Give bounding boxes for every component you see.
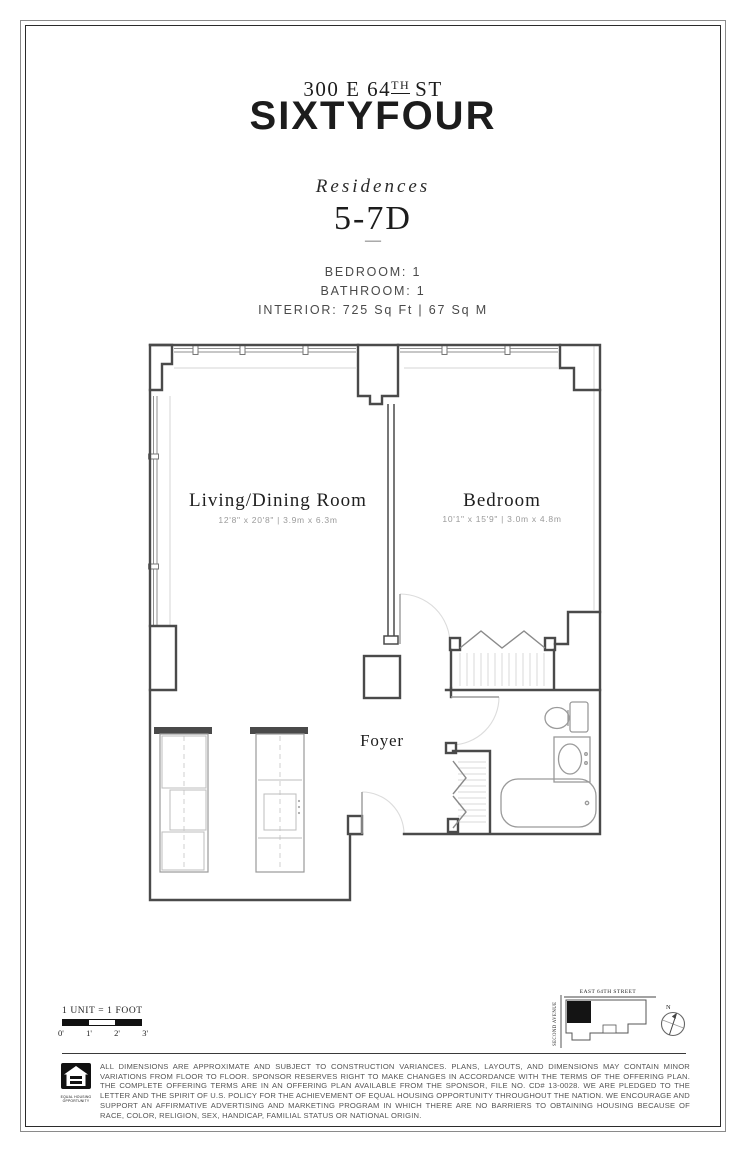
plan-light-lines — [170, 346, 594, 871]
scale-bar — [58, 1006, 182, 1038]
scale-rule — [62, 1019, 142, 1026]
bedroom-dims: 10'1" x 15'9" | 3.0m x 4.8m — [442, 514, 562, 524]
residences-label: Residences — [315, 176, 431, 197]
stove-knobs — [298, 800, 300, 814]
bedroom-count: BEDROOM: 1 — [324, 265, 422, 279]
scale-tick-3: 3' — [142, 1028, 148, 1038]
bathtub — [501, 779, 596, 827]
address-ordinal: TH — [391, 78, 411, 92]
plan-walls — [150, 345, 600, 900]
living-room-label: Living/Dining Room — [189, 490, 367, 511]
bathroom-count: BATHROOM: 1 — [320, 284, 426, 298]
unit-location-marker — [567, 1001, 591, 1023]
window-glazing — [154, 349, 562, 626]
footer-divider-line — [62, 1053, 686, 1054]
scale-label: 1 UNIT = 1 FOOT — [62, 1006, 143, 1016]
sink-vanity — [554, 737, 590, 782]
divider-dash: — — [365, 232, 381, 249]
address-number: 300 E 64 — [303, 77, 392, 101]
living-room-dims: 12'8" x 20'8" | 3.9m x 6.3m — [218, 515, 338, 525]
compass-north-label: N — [666, 1004, 671, 1011]
unit-number: 5-7D — [334, 200, 412, 237]
building-name: SIXTYFOUR — [249, 94, 497, 138]
site-keyplan — [548, 984, 660, 1061]
legal-disclaimer: ALL DIMENSIONS ARE APPROXIMATE AND SUBJECT TO CONSTRUCTION VARIANCES. PLANS, LAYOUTS, AND DIMENSIONS MAY CONTAIN MINOR VARIATIONS FROM FLOOR TO FLOOR. SPONSOR RESERVES RIGHT TO MAKE CHANGES IN ACCORDANCE WITH THE TERMS OF THE OFFERING PLAN. THE COMPLETE OFFERING TERMS ARE IN AN OFFERING PLAN AVAILABLE FROM THE SPONSOR, FILE NO. CD# 13-0028. WE ARE PLEDGED TO THE LETTER AND THE SPIRIT OF U.S. POLICY FOR THE ACHIEVEMENT OF EQUAL HOUSING OPPORTUNITY THROUGHOUT THE NATION. WE ENCOURAGE AND SUPPORT AN AFFIRMATIVE ADVERTISING AND MARKETING PROGRAM IN WHICH THERE ARE NO BARRIERS TO OBTAINING HOUSING BECAUSE OF RACE, COLOR, RELIGION, SEX, HANDICAP, FAMILIAL STATUS OR NATIONAL ORIGIN. — [100, 1062, 690, 1120]
scale-tick-1: 1' — [86, 1028, 92, 1038]
avenue-label: SECOND AVENUE — [553, 1001, 558, 1046]
street-label: EAST 64TH STREET — [579, 989, 637, 995]
floorplan-drawing — [138, 338, 608, 908]
window-mullions — [149, 345, 511, 570]
bedroom-label: Bedroom — [463, 490, 541, 511]
scale-tick-0: 0' — [58, 1028, 64, 1038]
toilet — [545, 702, 588, 732]
equal-housing-logo — [60, 1063, 92, 1103]
unit-stats — [0, 263, 746, 320]
bathroom-fixtures — [501, 702, 596, 827]
compass-needle-head — [672, 1013, 677, 1019]
scale-tick-2: 2' — [114, 1028, 120, 1038]
address-street: ST — [415, 77, 443, 101]
divider-wall — [384, 404, 398, 644]
eho-caption: EQUAL HOUSING OPPORTUNITY — [60, 1095, 92, 1103]
kitchen-counters — [154, 727, 308, 872]
keyplan-tag-box — [603, 1025, 616, 1033]
interior-area: INTERIOR: 725 Sq Ft | 67 Sq M — [258, 303, 488, 317]
scale-ticks — [58, 1028, 148, 1038]
foyer-label: Foyer — [360, 731, 404, 750]
compass-rose — [656, 1000, 690, 1045]
